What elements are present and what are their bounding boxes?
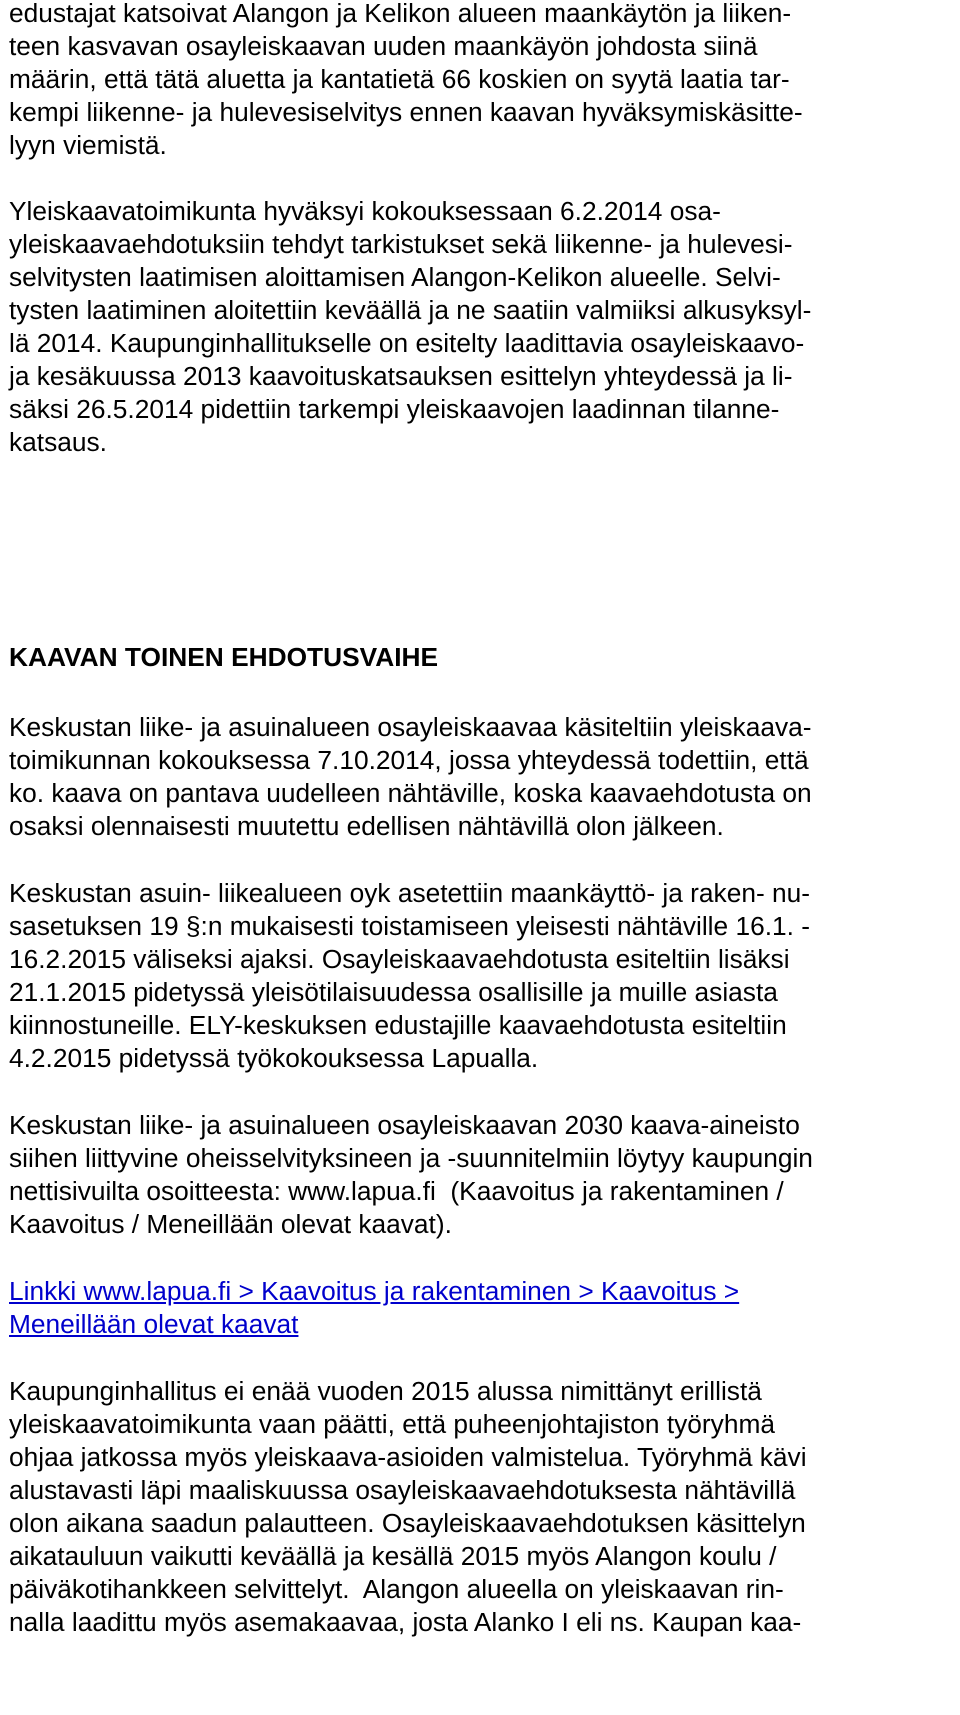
link-line[interactable]: Linkki www.lapua.fi > Kaavoitus ja rakentaminen > Kaavoitus > [9,1276,740,1306]
text-line: Keskustan liike- ja asuinalueen osayleiskaavaa käsiteltiin yleiskaava- [9,712,812,742]
text-line: kempi liikenne- ja hulevesiselvitys ennen kaavan hyväksymiskäsitte- [9,97,803,127]
text-line: Yleiskaavatoimikunta hyväksyi kokouksessaan 6.2.2014 osa- [9,196,721,226]
text-line: ohjaa jatkossa myös yleiskaava-asioiden valmistelua. Työryhmä kävi [9,1442,807,1472]
text-line: selvitysten laatimisen aloittamisen Alangon-Kelikon alueelle. Selvi- [9,262,781,292]
link-line[interactable]: Meneillään olevat kaavat [9,1309,299,1339]
text-line: alustavasti läpi maaliskuussa osayleiskaavaehdotuksesta nähtävillä [9,1475,796,1505]
text-line: säksi 26.5.2014 pidettiin tarkempi yleiskaavojen laadinnan tilanne- [9,394,780,424]
section-heading: KAAVAN TOINEN EHDOTUSVAIHE [9,642,439,672]
text-line: Kaavoitus / Meneillään olevat kaavat). [9,1209,452,1239]
text-line: ja kesäkuussa 2013 kaavoituskatsauksen esittelyn yhteydessä ja li- [9,361,793,391]
text-line: yleiskaavaehdotuksiin tehdyt tarkistukset sekä liikenne- ja hulevesi- [9,229,793,259]
text-line: osaksi olennaisesti muutettu edellisen nähtävillä olon jälkeen. [9,811,724,841]
text-line: katsaus. [9,427,107,457]
text-line: 21.1.2015 pidetyssä yleisötilaisuudessa osallisille ja muille asiasta [9,977,778,1007]
text-line: Keskustan asuin- liikealueen oyk asetettiin maankäyttö- ja raken- nu- [9,878,811,908]
text-line: yleiskaavatoimikunta vaan päätti, että puheenjohtajiston työryhmä [9,1409,775,1439]
text-line: lä 2014. Kaupunginhallitukselle on esitelty laadittavia osayleiskaavo- [9,328,805,358]
text-line: 16.2.2015 väliseksi ajaksi. Osayleiskaavaehdotusta esiteltiin lisäksi [9,944,790,974]
text-line: päiväkotihankkeen selvittelyt. Alangon alueella on yleiskaavan rin- [9,1574,784,1604]
text-line: kiinnostuneille. ELY-keskuksen edustajille kaavaehdotusta esiteltiin [9,1010,787,1040]
text-line: lyyn viemistä. [9,130,167,160]
text-line: määrin, että tätä aluetta ja kantatietä 66 koskien on syytä laatia tar- [9,64,790,94]
text-line: Kaupunginhallitus ei enää vuoden 2015 alussa nimittänyt erillistä [9,1376,762,1406]
text-line: edustajat katsoivat Alangon ja Kelikon alueen maankäytön ja liiken- [9,0,792,28]
text-line: Keskustan liike- ja asuinalueen osayleiskaavan 2030 kaava-aineisto [9,1110,800,1140]
text-line: toimikunnan kokouksessa 7.10.2014, jossa yhteydessä todettiin, että [9,745,809,775]
text-line: tysten laatiminen aloitettiin keväällä ja ne saatiin valmiiksi alkusyksyl- [9,295,812,325]
text-line: 4.2.2015 pidetyssä työkokouksessa Lapualla. [9,1043,539,1073]
text-line: teen kasvavan osayleiskaavan uuden maankäyön johdosta siinä [9,31,758,61]
text-line: siihen liittyvine oheisselvityksineen ja -suunnitelmiin löytyy kaupungin [9,1143,813,1173]
text-line: olon aikana saadun palautteen. Osayleiskaavaehdotuksen käsittelyn [9,1508,806,1538]
text-line: aikatauluun vaikutti keväällä ja kesällä 2015 myös Alangon koulu / [9,1541,777,1571]
text-line: ko. kaava on pantava uudelleen nähtäville, koska kaavaehdotusta on [9,778,812,808]
text-line: sasetuksen 19 §:n mukaisesti toistamiseen yleisesti nähtäville 16.1. - [9,911,811,941]
text-line: nettisivuilta osoitteesta: www.lapua.fi (Kaavoitus ja rakentaminen / [9,1176,784,1206]
text-line: nalla laadittu myös asemakaavaa, josta Alanko I eli ns. Kaupan kaa- [9,1607,802,1637]
